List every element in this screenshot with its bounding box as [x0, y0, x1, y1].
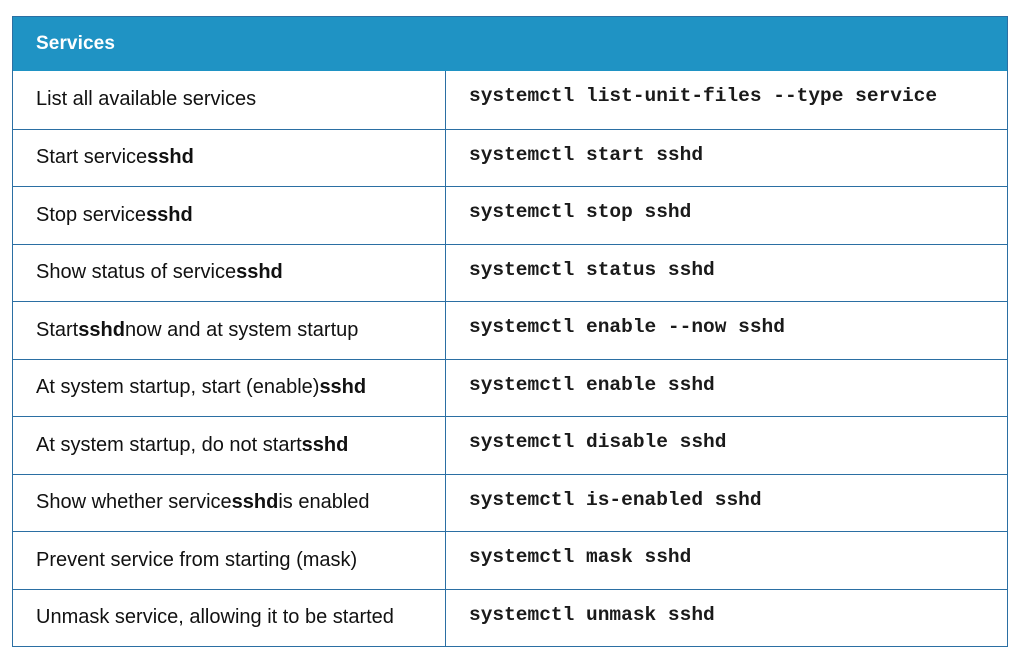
- row-command: systemctl mask sshd: [469, 546, 692, 568]
- table-row: [13, 186, 1007, 244]
- row-command: systemctl disable sshd: [469, 431, 727, 453]
- row-description: [13, 532, 446, 589]
- desc-text: Show whether service: [36, 491, 232, 514]
- table-row: [13, 301, 1007, 359]
- desc-text: Start service: [36, 146, 148, 169]
- desc-service-name: sshd: [231, 491, 279, 514]
- row-command: systemctl is-enabled sshd: [469, 488, 762, 511]
- row-command: systemctl start sshd: [469, 143, 704, 166]
- row-description: [13, 187, 446, 244]
- table-header: [13, 17, 1007, 71]
- row-command: systemctl enable --now sshd: [469, 316, 785, 338]
- row-description: [13, 417, 446, 474]
- table-row: [13, 531, 1007, 589]
- desc-text: Prevent service from starting (mask): [36, 548, 358, 571]
- row-description: [13, 245, 446, 302]
- desc-text: Stop service: [36, 203, 147, 226]
- desc-text: Show status of service: [36, 261, 237, 284]
- desc-text: Start: [36, 318, 79, 341]
- desc-service-name: sshd: [78, 318, 125, 341]
- desc-service-name: sshd: [146, 203, 193, 226]
- desc-text: Unmask service, allowing it to be started: [36, 606, 394, 629]
- row-command: systemctl list-unit-files --type service: [469, 85, 938, 107]
- row-description: [13, 590, 446, 647]
- row-description: [13, 360, 446, 417]
- desc-text: now and at system startup: [124, 318, 359, 341]
- desc-service-name: sshd: [301, 433, 349, 456]
- desc-text: List all available services: [36, 88, 257, 111]
- row-description: [13, 130, 446, 187]
- desc-service-name: sshd: [319, 376, 367, 399]
- table-row: [13, 474, 1007, 532]
- desc-service-name: sshd: [147, 146, 194, 169]
- table-header-title: Services: [36, 33, 115, 54]
- desc-service-name: sshd: [236, 261, 283, 284]
- row-command: systemctl status sshd: [469, 258, 715, 281]
- table-row: [13, 129, 1007, 187]
- table-row: [13, 416, 1007, 474]
- row-description: [13, 475, 446, 532]
- row-command: systemctl stop sshd: [469, 201, 692, 223]
- table-row: [13, 589, 1007, 647]
- table-row: [13, 71, 1007, 129]
- table-row: [13, 244, 1007, 302]
- row-command: systemctl enable sshd: [469, 373, 715, 396]
- row-description: [13, 71, 446, 129]
- desc-text: At system startup, do not start: [36, 433, 302, 456]
- desc-text: At system startup, start (enable): [36, 376, 320, 399]
- row-description: [13, 302, 446, 359]
- desc-text: is enabled: [278, 491, 370, 514]
- services-table: [12, 16, 1008, 647]
- table-row: [13, 359, 1007, 417]
- row-command: systemctl unmask sshd: [469, 603, 715, 626]
